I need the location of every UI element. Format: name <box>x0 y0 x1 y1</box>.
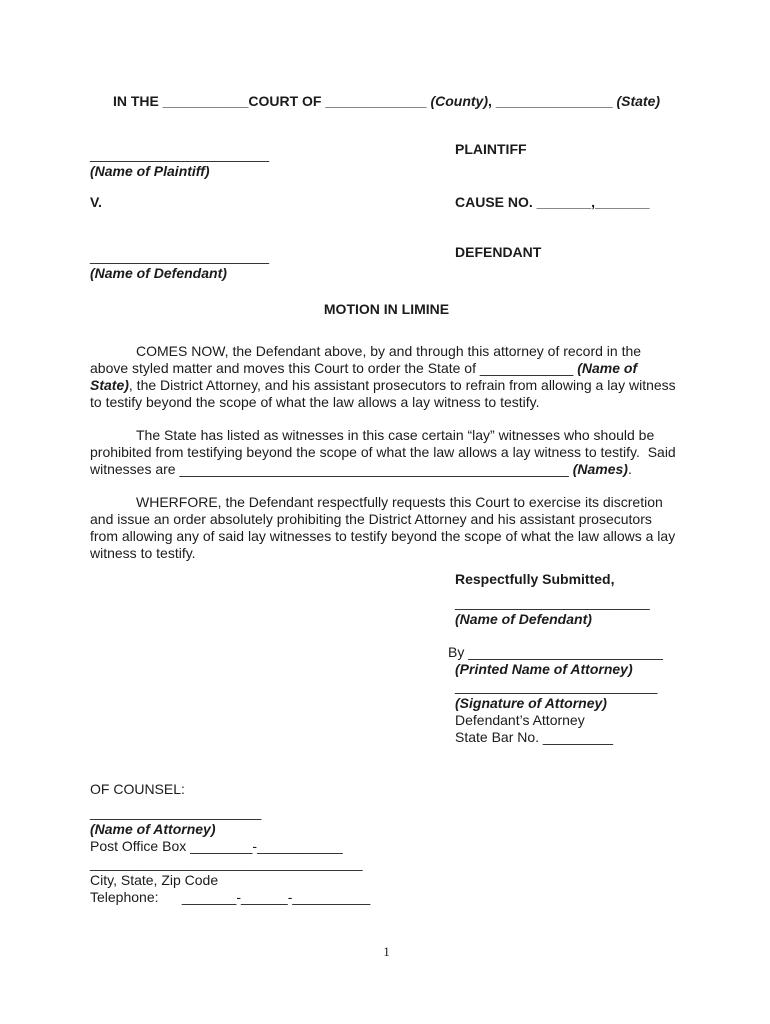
attorney-signature-line: __________________________ <box>455 678 658 694</box>
address-line: ___________________________________ <box>90 855 363 871</box>
county-label: (County) <box>430 93 489 109</box>
defendant-signature-line: _________________________ <box>455 594 650 610</box>
versus-label: V. <box>90 194 102 210</box>
caption-row-plaintiff <box>90 141 683 194</box>
plaintiff-name-line: _______________________ <box>90 146 270 162</box>
defendant-name-block <box>90 244 455 282</box>
attorney-name-line: ______________________ <box>90 804 262 820</box>
state-bar-line: State Bar No. _________ <box>455 729 614 745</box>
signature-defendant-name-label: (Name of Defendant) <box>455 611 592 627</box>
attorney-name-label: (Name of Attorney) <box>90 821 216 837</box>
plaintiff-name-block <box>90 141 455 194</box>
caption-row-defendant <box>90 244 683 282</box>
court-header <box>90 93 683 110</box>
closing-label: Respectfully Submitted, <box>455 571 615 587</box>
of-counsel-heading: OF COUNSEL: <box>90 781 185 797</box>
court-header-text-2: , _______________ <box>488 93 617 109</box>
caption-row-versus <box>90 194 683 244</box>
attorney-by-line: By _________________________ <box>448 644 663 660</box>
defendant-name-line: _______________________ <box>90 248 270 264</box>
plaintiff-role-label: PLAINTIFF <box>455 141 527 157</box>
name-of-state-label: (Name of State) <box>90 360 641 393</box>
telephone-line: Telephone: _______-______-__________ <box>90 889 371 905</box>
state-label: (State) <box>616 93 661 109</box>
document-title: MOTION IN LIMINE <box>323 301 450 317</box>
of-counsel-block <box>90 781 683 906</box>
paragraph-witnesses-text-2: . <box>627 461 632 477</box>
defendant-role-label: DEFENDANT <box>455 244 542 260</box>
po-box-line: Post Office Box ________-___________ <box>90 838 343 854</box>
cause-number-line: CAUSE NO. _______,_______ <box>455 194 650 210</box>
defendants-attorney-label: Defendant’s Attorney <box>455 712 585 728</box>
paragraph-witnesses <box>90 427 683 478</box>
paragraph-comes-now-text-2: , the District Attorney, and his assistant prosecutors to refrain from allowing a lay witness to testify beyond the scope of what the law allows a lay witness to testify. <box>90 377 680 410</box>
printed-attorney-name-label: (Printed Name of Attorney) <box>455 661 633 677</box>
paragraph-comes-now-text: COMES NOW, the Defendant above, by and through this attorney of record in the above styled matter and moves this Court to order the State of ____________ <box>90 343 645 376</box>
defendant-name-label: (Name of Defendant) <box>90 265 227 281</box>
plaintiff-name-label: (Name of Plaintiff) <box>90 163 210 179</box>
signature-attorney-label: (Signature of Attorney) <box>455 695 607 711</box>
city-state-zip-label: City, State, Zip Code <box>90 872 219 888</box>
signature-block <box>448 571 683 746</box>
court-header-text: IN THE ___________COURT OF _____________ <box>112 93 431 109</box>
paragraph-witnesses-text: The State has listed as witnesses in this case certain “lay” witnesses who should be prohibited from testifying beyond the scope of what the law allows a lay witness to testify. Said witnesses are __________________________________________________ <box>90 427 680 477</box>
paragraph-wherefore: WHERFORE, the Defendant respectfully requests this Court to exercise its discretion and issue an order absolutely prohibiting the District Attorney and his assistant prosecutors from allowing any of said lay witnesses to testify beyond the scope of what the law allows a lay witness to testify. <box>90 494 680 561</box>
names-label: (Names) <box>572 461 628 477</box>
paragraph-comes-now <box>90 343 683 411</box>
page-number: 1 <box>383 944 390 959</box>
